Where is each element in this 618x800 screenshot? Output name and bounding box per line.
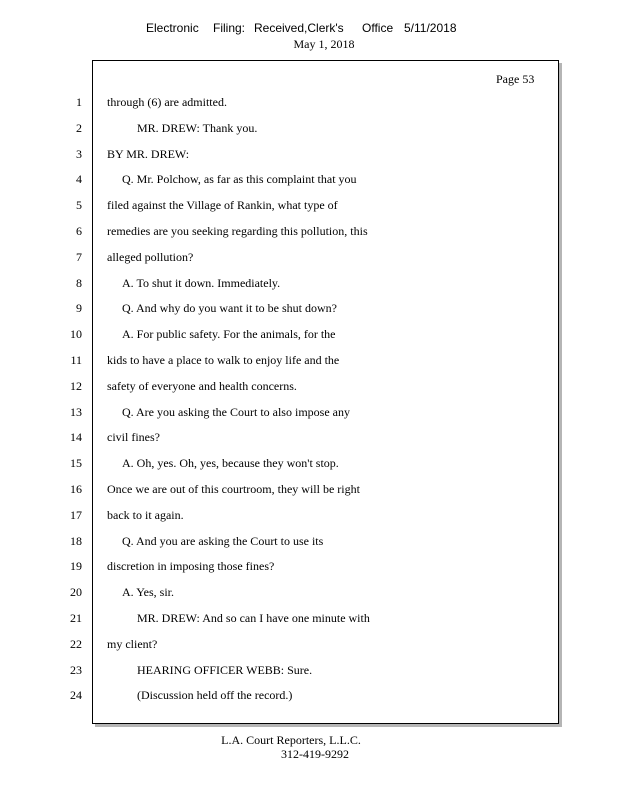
transcript-line: HEARING OFFICER WEBB: Sure. — [137, 663, 313, 677]
line-number: 15 — [70, 456, 82, 470]
line-number: 18 — [70, 534, 82, 548]
transcript-line: BY MR. DREW: — [107, 147, 190, 161]
transcript-line: discretion in imposing those fines? — [107, 559, 275, 573]
transcript-line: (Discussion held off the record.) — [137, 688, 293, 702]
filing-stamp — [0, 21, 618, 37]
transcript-line: MR. DREW: Thank you. — [137, 121, 258, 135]
transcript-line: MR. DREW: And so can I have one minute with — [137, 611, 370, 625]
line-number: 20 — [70, 585, 82, 599]
line-number: 4 — [76, 172, 82, 186]
line-number: 8 — [76, 276, 82, 290]
line-number: 1 — [76, 95, 82, 109]
transcript-line: A. For public safety. For the animals, for the — [122, 327, 336, 341]
footer-reporter: L.A. Court Reporters, L.L.C. — [221, 733, 361, 747]
filing-stamp-word-electronic: Electronic — [146, 21, 199, 35]
transcript-line: through (6) are admitted. — [107, 95, 227, 109]
line-number: 19 — [70, 559, 82, 573]
transcript-line: A. Yes, sir. — [122, 585, 175, 599]
line-number: 9 — [76, 301, 82, 315]
transcript-line: Q. Mr. Polchow, as far as this complaint that you — [122, 172, 357, 186]
transcript-line: my client? — [107, 637, 158, 651]
line-number: 13 — [70, 405, 82, 419]
filing-stamp-word-office: Office — [362, 21, 394, 35]
transcript-line: remedies are you seeking regarding this pollution, this — [107, 224, 368, 238]
transcript-line: civil fines? — [107, 430, 160, 444]
transcript-line: Q. Are you asking the Court to also impose any — [122, 405, 350, 419]
line-number: 21 — [70, 611, 82, 625]
transcript-line: Q. And why do you want it to be shut down? — [122, 301, 337, 315]
line-number: 17 — [70, 508, 82, 522]
filed-date: May 1, 2018 — [293, 37, 355, 51]
transcript-line: Q. And you are asking the Court to use its — [122, 534, 324, 548]
line-number: 3 — [76, 147, 82, 161]
line-number: 5 — [76, 198, 82, 212]
footer-phone: 312-419-9292 — [281, 747, 349, 761]
transcript-line: safety of everyone and health concerns. — [107, 379, 297, 393]
transcript-line: filed against the Village of Rankin, what type of — [107, 198, 338, 212]
filing-stamp-date: 5/11/2018 — [404, 21, 457, 35]
line-number: 24 — [70, 688, 82, 702]
line-number: 6 — [76, 224, 82, 238]
line-number: 16 — [70, 482, 82, 496]
line-number: 11 — [70, 353, 82, 367]
filing-stamp-word-filing: Filing: — [213, 21, 246, 35]
line-number: 10 — [70, 327, 82, 341]
line-number: 14 — [70, 430, 82, 444]
page-number: Page 53 — [496, 72, 535, 86]
transcript-line: A. To shut it down. Immediately. — [122, 276, 281, 290]
transcript-line: A. Oh, yes. Oh, yes, because they won't stop. — [122, 456, 339, 470]
line-number: 22 — [70, 637, 82, 651]
line-number: 2 — [76, 121, 82, 135]
line-number: 7 — [76, 250, 82, 264]
transcript-line: kids to have a place to walk to enjoy life and the — [107, 353, 340, 367]
transcript-line: Once we are out of this courtroom, they will be right — [107, 482, 360, 496]
line-number: 12 — [70, 379, 82, 393]
line-number: 23 — [70, 663, 82, 677]
transcript-line: alleged pollution? — [107, 250, 194, 264]
filing-stamp-word-received: Received,Clerk's — [254, 21, 344, 35]
transcript-line: back to it again. — [107, 508, 184, 522]
